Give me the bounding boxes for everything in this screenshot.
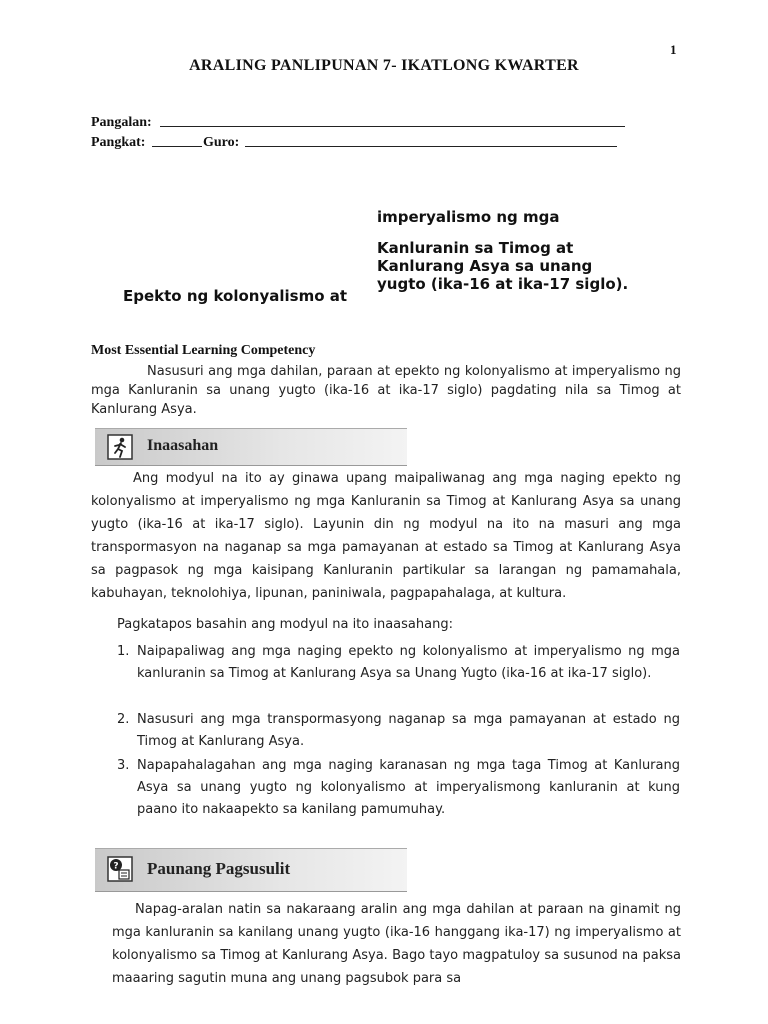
topic-line-2: Kanluranin sa Timog at [377, 239, 574, 257]
section-field-line[interactable] [152, 146, 202, 147]
walking-person-icon [107, 434, 133, 460]
list-item [117, 755, 680, 821]
question-checklist-icon [107, 856, 133, 882]
teacher-label: Guro: [203, 135, 240, 150]
list-item-text: Napapahalagahan ang mga naging karanasan ng mga taga Timog at Kanlurang Asya sa unang yugto ng kolonyalismo at imperyalismong kanluranin at kung paano ito nakaapekto sa kanilang pamumuhay. [137, 758, 680, 817]
list-item-text: Nasusuri ang mga transpormasyong naganap sa mga pamayanan at estado ng Timog at Kanlurang Asya. [137, 712, 680, 749]
list-item-number: 1. [117, 644, 130, 659]
page-title: ARALING PANLIPUNAN 7- IKATLONG KWARTER [189, 57, 579, 74]
section-label: Pangkat: [91, 135, 146, 150]
section-field-row [91, 135, 145, 151]
pagsusulit-paragraph: Napag-aralan natin sa nakaraang aralin ang mga dahilan at paraan na ginamit ng mga kanluranin sa kanilang unang yugto (ika-16 hanggang ika-17) ng imperyalismo at kolonyalismo sa Timog at Kanlurang Asya. Bago tayo magpatuloy sa susunod na paksa maaaring sagutin muna ang unang pagsubok para sa [112, 902, 681, 986]
teacher-field-line[interactable] [245, 146, 617, 147]
melc-heading: Most Essential Learning Competency [91, 343, 316, 358]
inaasahan-paragraph: Ang modyul na ito ay ginawa upang maipaliwanag ang mga naging epekto ng kolonyalismo at imperyalismo ng mga Kanluranin sa Timog at Kanlurang Asya sa unang yugto (ika-16 at ika-17 siglo). Layunin din ng modyul na ito na masuri ang mga transpormasyon na naganap sa mga pamayanan at estado sa Timog at Kanlurang Asya sa pagpasok ng mga kaisipang Kanluranin partikular sa larangan ng pamamahala, kabuhayan, teknolohiya, lipunan, paniniwala, pagpapahalaga, at kultura. [91, 471, 681, 601]
topic-line-4: yugto (ika-16 at ika-17 siglo). [377, 275, 629, 293]
inaasahan-intro: Pagkatapos basahin ang modyul na ito inaasahang: [117, 617, 453, 632]
name-label: Pangalan: [91, 115, 152, 130]
svg-text:?: ? [113, 861, 119, 872]
pagsusulit-banner [95, 848, 407, 892]
inaasahan-banner [95, 428, 407, 466]
list-item-number: 3. [117, 758, 130, 773]
topic-line-3: Kanlurang Asya sa unang [377, 257, 593, 275]
name-field-line[interactable] [160, 126, 625, 127]
page-number: 1 [670, 42, 677, 57]
topic-line-1: imperyalismo ng mga [377, 208, 560, 226]
list-item [117, 641, 680, 685]
list-item-text: Naipapaliwag ang mga naging epekto ng kolonyalismo at imperyalismo ng mga kanluranin sa Timog at Kanlurang Asya sa Unang Yugto (ika-16 at ika-17 siglo). [137, 644, 680, 681]
name-field-row [91, 115, 152, 131]
pagsusulit-label: Paunang Pagsusulit [147, 859, 291, 878]
melc-text: Nasusuri ang mga dahilan, paraan at epekto ng kolonyalismo at imperyalismo ng mga Kanluranin sa unang yugto (ika-16 at ika-17 siglo) pagdating nila sa Timog at Kanlurang Asya. [91, 364, 681, 417]
list-item-number: 2. [117, 712, 130, 727]
inaasahan-label: Inaasahan [147, 437, 219, 454]
topic-left-line: Epekto ng kolonyalismo at [123, 287, 348, 305]
list-item [117, 709, 680, 753]
